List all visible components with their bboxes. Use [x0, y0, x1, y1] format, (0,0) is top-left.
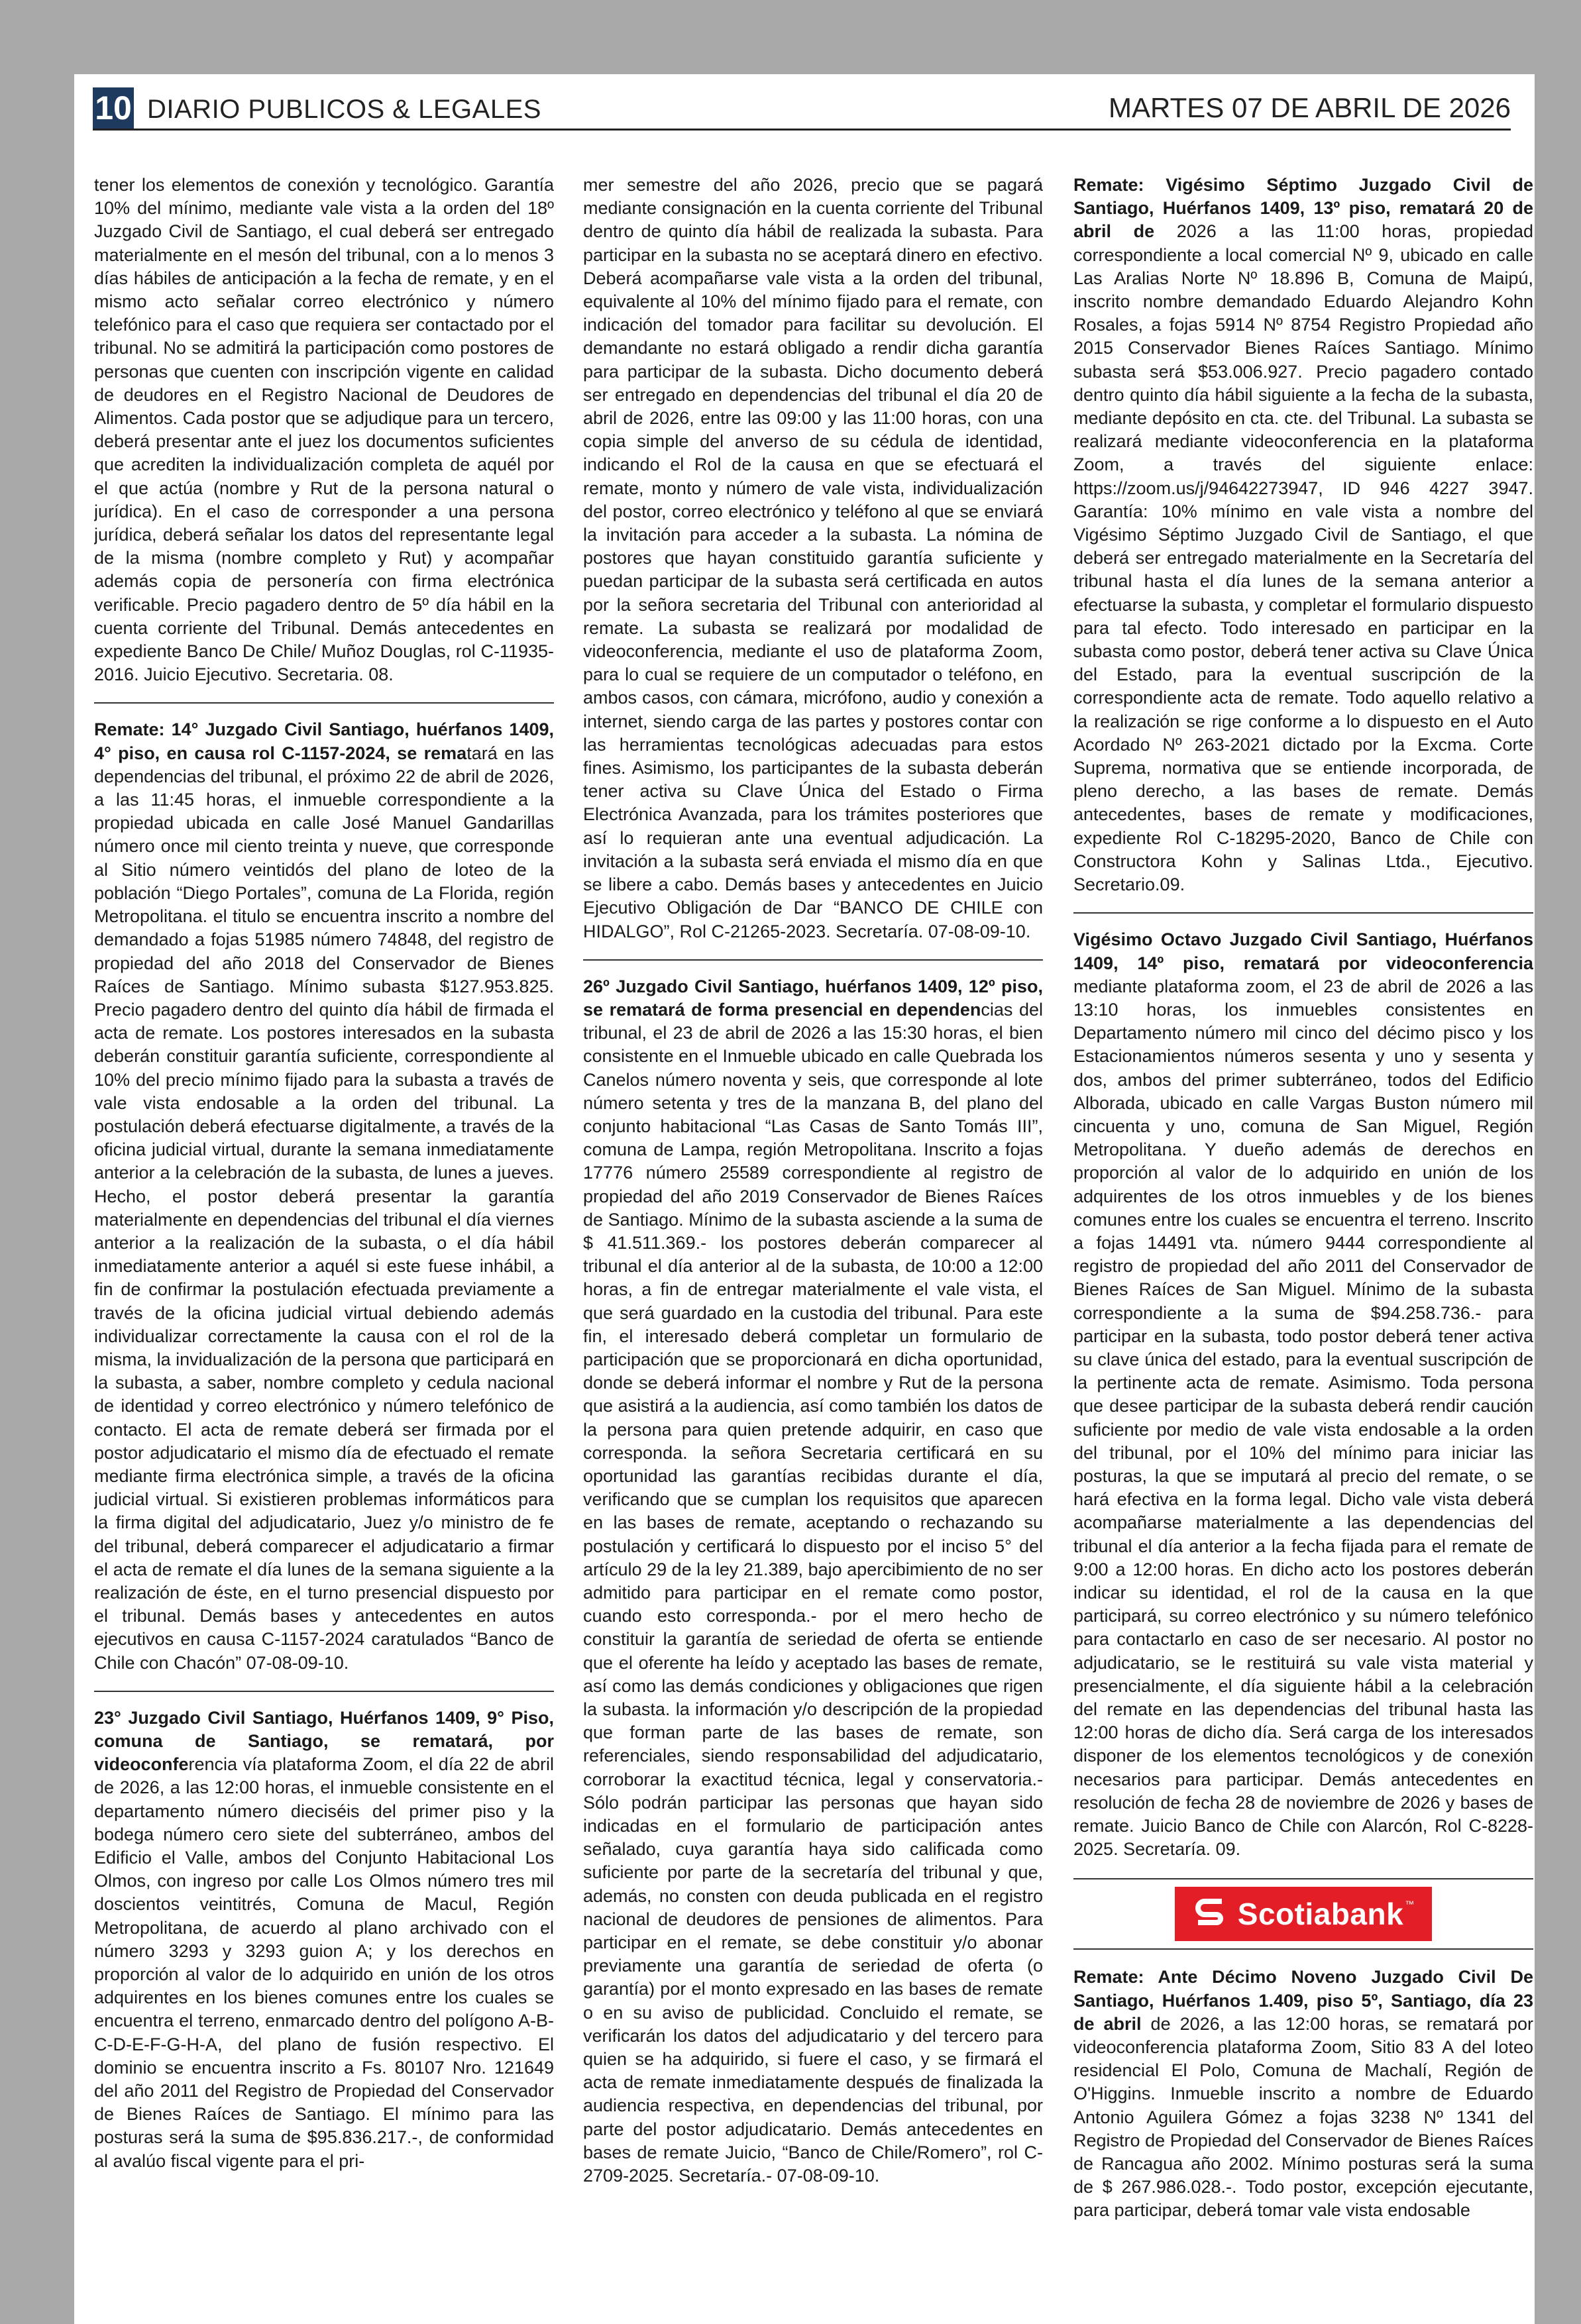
notice-body: cias del tribunal, el 23 de abril de 2026 a las 15:30 horas, el bien consistente en el Inmueble ubicado en calle Quebrada los Canelos número noventa y seis, que corresponde al lote número setenta y tres de la manzana B, del plano del conjunto habitacional “Las Casas de Santo Tomás III”, comuna de Lampa, región Metropolitana. Inscrito a fojas 17776 número 25589 correspondiente al registro de propiedad del año 2019 Conservador de Bienes Raíces de Santiago. Mínimo de la subasta asciende a la suma de $ 41.511.369.- los postores deberán comparecer al tribunal el día anterior al de la subasta, de 10:00 a 12:00 horas, a fin de entregar materialmente el vale vista, el que será guardado en la custodia del tribunal. Para este fin, el interesado deberá completar un formulario de participación que se proporcionará en dicha oportunidad, donde se deberá informar el nombre y Rut de la persona que asistirá a la audiencia, así como también los datos de la persona para quien pretende adquirir, en caso que corresponda. la señora Secretaria certificará en su oportunidad las garantías recibidas durante el día, verificando que se cumplan los requisitos que aparecen en las bases de remate, aceptando o rechazando su postulación y certificará lo dispuesto por el inciso 5° del artículo 29 de la ley 21.389, bajo apercibimiento de no ser admitido para participar en el remate como postor, cuando esto corresponda.- por el mero hecho de constituir la garantía de seriedad de oferta se entiende que el oferente ha leído y aceptado las bases de remate, así como las demás condiciones y obligaciones que rigen la subasta. la información y/o descripción de la propiedad que forman parte de las bases de remate, son referenciales, siendo responsabilidad del adjudicatario, corroborar la exactitud técnica, legal y conservatoria.- Sólo podrán participar las personas que hayan sido indicadas en el formulario de participación antes señalado, cuya garantía haya sido calificada como suficiente por parte de la secretaría del tribunal y que, además, no consten con deuda publicada en el registro nacional de deudores de pensiones de alimentos. Para participar en el remate, se debe constituir y/o abonar previamente una garantía de seriedad de oferta (o garantía) por el monto expresado en las bases de remate o en su aviso de publicidad. Concluido el remate, se verificarán los datos del adjudicatario y del tercero para quien se ha adquirido, si fuere el caso, y se firmará el acta de remate inmediatamente después de finalizada la audiencia respectiva, en dependencias del tribunal, por parte del postor adjudicatario. Demás antecedentes en bases de remate Juicio, “Banco de Chile/Romero”, rol C-2709-2025. Secretaría.- 07-08-09-10.	[583, 999, 1043, 2186]
notice-23-juzgado	[94, 1707, 554, 2173]
notice-body: mediante plataforma zoom, el 23 de abril de 2026 a las 13:10 horas, los inmuebles consistentes en Departamento número mil cinco del décimo pisco y los Estacionamientos números sesenta y uno y sesenta y dos, ambos del primer subterráneo, todos del Edificio Alborada, ubicado en calle Vargas Buston número mil cincuenta y uno, comuna de San Miguel, Región Metropolitana. Y dueño además de derechos en proporción al valor de lo adquirido en unión de los adquirentes de los otros inmuebles y de los bienes comunes entre los cuales se encuentra el terreno. Inscrito a fojas 14491 vta. número 9444 correspondiente al registro de propiedad del año 2011 del Conservador de Bienes Raíces de San Miguel. Mínimo de la subasta correspondiente a la suma de $94.258.736.- para participar en la subasta, todo postor deberá tener activa su clave única del estado, para la eventual suscripción de la pertinente acta de remate. Asimismo. Toda persona que desee participar de la subasta deberá rendir caución suficiente por medio de vale vista endosable a la orden del tribunal, por el 10% del mínimo para iniciar las posturas, la que se imputará al precio del remate, o se hará efectiva en la forma legal. Dicho vale vista deberá acompañarse materialmente a las dependencias del tribunal el día anterior a la fecha fijada para el remate de 9:00 a 12:00 horas. En dicho acto los postores deberán indicar su identidad, el rol de la causa en la que participará, su correo electrónico y su número telefónico para contactarlo en caso de ser necesario. Al postor no adjudicatario, se le restituirá su vale vista material y presencialmente, el día siguiente hábil a la celebración del remate en las dependencias del tribunal hasta las 12:00 horas de dicho día. Será carga de los interesados disponer de los elementos tecnológicos y de conexión necesarios para participar. Demás antecedentes en resolución de fecha 28 de noviembre de 2026 y bases de remate. Juicio Banco de Chile con Alarcón, Rol C-8228-2025. Secretaría. 09.	[1073, 976, 1533, 1860]
publication-date: MARTES 07 DE ABRIL DE 2026	[1109, 92, 1511, 123]
notice-heading: 26º Juzgado Civil Santiago, huérfanos 1409, 12º piso, se rematará de forma presencial en dependen	[583, 976, 1043, 1020]
scotiabank-s-icon	[1193, 1896, 1228, 1932]
notice-heading: Remate: Ante Décimo Noveno Juzgado Civil De Santiago, Huérfanos 1.409, piso 5º, Santiago, día 23 de abril	[1073, 1967, 1533, 2034]
notice-continued	[583, 174, 1043, 943]
advertiser-logo-box	[1073, 1878, 1533, 1950]
newspaper-page	[74, 74, 1535, 2324]
logo-wordmark: Scotiabank	[1237, 1897, 1404, 1932]
column-1	[94, 174, 554, 2294]
notice-26-juzgado	[583, 975, 1043, 2188]
notice-heading: 23° Juzgado Civil Santiago, Huérfanos 1409, 9° Piso, comuna de Santiago, se rematará, por videoconfe	[94, 1707, 554, 1775]
notice-body: 2026 a las 11:00 horas, propiedad correspondiente a local comercial Nº 9, ubicado en calle Las Aralias Norte Nº 18.896 B, Comuna de Maipú, inscrito nombre demandado Eduardo Alejandro Kohn Rosales, a fojas 5914 Nº 8754 Registro Propiedad año 2015 Conservador Bienes Raíces Santiago. Mínimo subasta será $53.006.927. Precio pagadero contado dentro quinto día hábil siguiente a la fecha de la subasta, mediante depósito en cta. cte. del Tribunal. La subasta se realizará mediante videoconferencia en la plataforma Zoom, a través del siguiente enlace: https://zoom.us/j/94642273947, ID 946 4227 3947. Garantía: 10% mínimo en vale vista a nombre del Vigésimo Séptimo Juzgado Civil de Santiago, el que deberá ser entregado materialmente en la Secretaría del tribunal hasta el día lunes de la semana anterior a efectuarse la subasta, y completar el formulario dispuesto para tal efecto. Todo interesado en participar en la subasta como postor, deberá tener activa su Clave Única del Estado, para la eventual suscripción de la correspondiente acta de remate. Todo aquello relativo a la realización se rige conforme a lo dispuesto en el Auto Acordado Nº 263-2021 dictado por la Excma. Corte Suprema, normativa que se entiende incorporada, de pleno derecho, a las bases de remate. Demás antecedentes, bases de remate y modificaciones, expediente Rol C-18295-2020, Banco de Chile con Constructora Kohn y Salinas Ltda., Ejecutivo. Secretario.09.	[1073, 221, 1533, 895]
divider	[583, 959, 1043, 961]
notice-body: mer semestre del año 2026, precio que se pagará mediante consignación en la cuenta corriente del Tribunal dentro de quinto día hábil de realizada la subasta. Para participar en la subasta no se aceptará dinero en efectivo. Deberá acompañarse vale vista a la orden del tribunal, equivalente al 10% del mínimo fijado para el remate, con indicación del tomador para facilitar su devolución. El demandante no estará obligado a rendir dicha garantía para participar de la subasta. Dicho documento deberá ser entregado en dependencias del tribunal el día 20 de abril de 2026, entre las 09:00 y las 11:00 horas, con una copia simple del anverso de su cédula de identidad, indicando el Rol de la causa en que se efectuará el remate, monto y número de vale vista, individualización del postor, correo electrónico y teléfono al que se enviará la invitación para acceder a la subasta. La nómina de postores que hayan constituido garantía suficiente y puedan participar de la subasta será certificada en autos por la señora secretaria del Tribunal con anterioridad al remate. La subasta se realizará por modalidad de videoconferencia, mediante el uso de plataforma Zoom, para lo cual se requiere de un computador o teléfono, en ambos casos, con cámara, micrófono, audio y conexión a internet, siendo carga de las partes y postores contar con las herramientas tecnológicas adecuadas para estos fines. Asimismo, los participantes de la subasta deberán tener activa su Clave Única del Estado o Firma Electrónica Avanzada, para los trámites posteriores que así lo requieran ante una eventual adjudicación. La invitación a la subasta será enviada el mismo día en que se libere a cabo. Demás bases y antecedentes en Juicio Ejecutivo Obligación de Dar “BANCO DE CHILE con HIDALGO”, Rol C-21265-2023. Secretaría. 07-08-09-10.	[583, 175, 1043, 941]
notice-19-juzgado	[1073, 1966, 1533, 2222]
publication-name: DIARIO PUBLICOS & LEGALES	[147, 95, 541, 124]
page-header	[93, 87, 1511, 131]
notice-heading: Remate: Vigésimo Séptimo Juzgado Civil de Santiago, Huérfanos 1409, 13º piso, rematará 20 de abril de	[1073, 175, 1533, 242]
notice-27-juzgado	[1073, 174, 1533, 896]
notice-continued	[94, 174, 554, 686]
notice-body: rencia vía plataforma Zoom, el día 22 de abril de 2026, a las 12:00 horas, el inmueble consistente en el departamento número dieciséis del primer piso y la bodega número cero siete del subterráneo, ambos del Edificio el Valle, ambos del Conjunto Habitacional Los Olmos, con ingreso por calle Los Olmos número tres mil doscientos veintitrés, Comuna de Macul, Región Metropolitana, de acuerdo al plano archivado con el número 3293 y 3293 guion A; y los derechos en proporción al valor de lo adquirido en unión de los otros adquirentes en los bienes comunes entre los cuales se encuentra el terreno, enmarcado dentro del polígono A-B-C-D-E-F-G-H-A, del plano de fusión respectivo. El dominio se encuentra inscrito a Fs. 80107 Nro. 121649 del año 2011 del Registro de Propiedad del Conservador de Bienes Raíces de Santiago. El mínimo para las posturas será la suma de $95.836.217.-, de conformidad al avalúo fiscal vigente para el pri-	[94, 1754, 554, 2171]
logo-trademark: ™	[1405, 1899, 1415, 1910]
notice-heading: Vigésimo Octavo Juzgado Civil Santiago, Huérfanos 1409, 14º piso, rematará por videoconferencia	[1073, 929, 1533, 973]
divider	[94, 702, 554, 704]
notice-body: de 2026, a las 12:00 horas, se rematará por videoconferencia plataforma Zoom, Sitio 83 A del loteo residencial El Polo, Comuna de Machalí, Región de O'Higgins. Inmueble inscrito a nombre de Eduardo Antonio Aguilera Gómez a fojas 3238 Nº 1341 del Registro de Propiedad del Conservador de Bienes Raíces de Rancagua año 2002. Mínimo posturas será la suma de $ 267.986.028.-. Todo postor, excepción ejecutante, para participar, deberá tomar vale vista endosable	[1073, 2013, 1533, 2221]
divider	[94, 1691, 554, 1692]
notice-28-juzgado	[1073, 928, 1533, 1861]
column-3	[1073, 174, 1533, 2294]
notice-heading: Remate: 14° Juzgado Civil Santiago, huérfanos 1409, 4° piso, en causa rol C-1157-2024, se rema	[94, 719, 554, 763]
notice-body: tener los elementos de conexión y tecnológico. Garantía 10% del mínimo, mediante vale vista a la orden del 18º Juzgado Civil de Santiago, el cual deberá ser entregado materialmente en el mesón del tribunal, con a lo menos 3 días hábiles de anticipación a la fecha de remate, y en el mismo acto señalar correo electrónico y número telefónico para el caso que requiera ser contactado por el tribunal. No se admitirá la participación como postores de personas que cuenten con inscripción vigente en calidad de deudores en el Registro Nacional de Deudores de Alimentos. Cada postor que se adjudique para un tercero, deberá presentar ante el juez los documentos suficientes que acrediten la individualización completa de aquél por el que actúa (nombre y Rut de la persona natural o jurídica). En el caso de corresponder a una persona jurídica, deberá señalar los datos del representante legal de la misma (nombre completo y Rut) y acompañar además copia de personería con firma electrónica verificable. Precio pagadero dentro de 5º día hábil en la cuenta corriente del Tribunal. Demás antecedentes en expediente Banco De Chile/ Muñoz Douglas, rol C-11935-2016. Juicio Ejecutivo. Secretaria. 08.	[94, 175, 554, 685]
notice-body: tará en las dependencias del tribunal, el próximo 22 de abril de 2026, a las 11:45 horas, el inmueble correspondiente a la propiedad ubicada en calle José Manuel Gandarillas número once mil ciento treinta y nueve, que corresponde al Sitio número veintidós del plano de loteo de la población “Diego Portales”, comuna de La Florida, región Metropolitana. el titulo se encuentra inscrito a nombre del demandado a fojas 51985 número 74848, del registro de propiedad del año 2018 del Conservador de Bienes Raíces de Santiago. Mínimo subasta $127.953.825. Precio pagadero dentro del quinto día hábil de firmada el acta de remate. Los postores interesados en la subasta deberán constituir garantía suficiente, correspondiente al 10% del precio mínimo fijado para la subasta a través de vale vista endosable a la orden del tribunal. La postulación deberá efectuarse digitalmente, a través de la oficina judicial virtual, durante la semana inmediatamente anterior a la celebración de la subasta, de lunes a jueves. Hecho, el postor deberá presentar la garantía materialmente en dependencias del tribunal el día viernes anterior a la realización de la subasta, o el día hábil inmediatamente anterior a aquél si este fuese inhábil, a fin de confirmar la postulación efectuada previamente a través de la oficina judicial virtual debiendo además individualizar correctamente la causa con el rol de la misma, la invidualización de la persona que participará en la subasta, a saber, nombre completo y cedula nacional de identidad y correo electrónico y número telefónico de contacto. El acta de remate deberá ser firmada por el postor adjudicatario el mismo día de efectuado el remate mediante firma electrónica simple, a través de la oficina judicial virtual. Si existieren problemas informáticos para la firma digital del adjudicatario, Juez y/o ministro de fe del tribunal, deberá comparecer el adjudicatario a firmar el acta de remate el día lunes de la semana siguiente a la realización de éste, en el turno presencial dispuesto por el tribunal. Demás bases y antecedentes en autos ejecutivos en causa C-1157-2024 caratulados “Banco de Chile con Chacón” 07-08-09-10.	[94, 743, 554, 1673]
scotiabank-logo	[1175, 1887, 1432, 1941]
page-number: 10	[93, 87, 134, 129]
column-2	[583, 174, 1043, 2294]
divider	[1073, 912, 1533, 914]
notice-14-juzgado	[94, 718, 554, 1674]
